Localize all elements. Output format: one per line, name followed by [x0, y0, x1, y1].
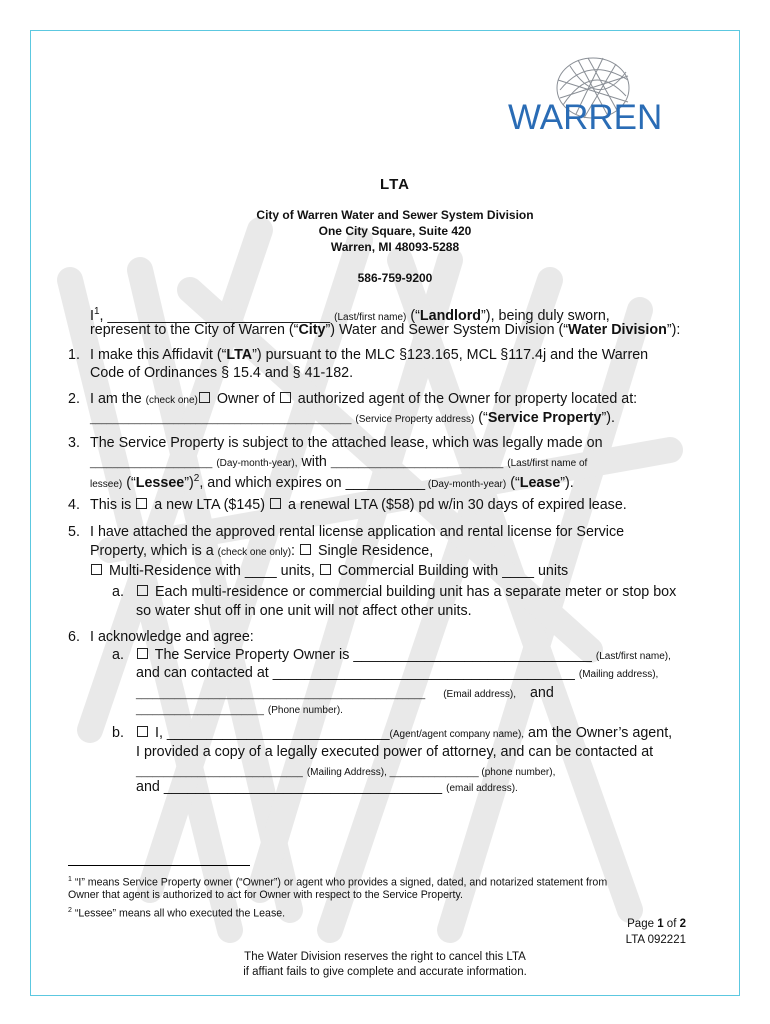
renewal-lta-checkbox[interactable] — [270, 498, 281, 509]
text: : — [291, 543, 299, 559]
lease-term: Lease — [519, 474, 561, 491]
logo-wordmark: WARREN — [508, 98, 663, 137]
item-6-line1: I acknowledge and agree: — [90, 629, 254, 645]
sup: 2 — [68, 907, 72, 914]
text: This is — [90, 497, 136, 513]
org-address-line1: One City Square, Suite 420 — [318, 224, 472, 238]
hint-mailing-address: (Mailing address), — [578, 669, 659, 680]
city-term: City — [298, 322, 326, 338]
text: ”). — [601, 410, 615, 426]
item-6a-line1 — [136, 646, 671, 666]
text: ”) pursuant to the MLC §123.165, MCL §117.4j and the Warren — [252, 347, 649, 363]
text: (“ — [474, 410, 488, 426]
owner-checkbox[interactable] — [199, 392, 210, 403]
text: 1 — [657, 918, 664, 930]
hint-check-one: (check one) — [145, 395, 198, 406]
text: The Service Property Owner is ______________________________ — [151, 647, 592, 663]
text: and ___________________________________ — [136, 779, 443, 795]
footnote-ref-1: 1 — [93, 306, 100, 317]
item-6b-line4 — [136, 778, 518, 798]
item-6a-line4 — [136, 700, 343, 720]
item-3-number: 3. — [68, 435, 80, 451]
org-name: City of Warren Water and Sewer System Division — [256, 208, 534, 222]
landlord-name-blank[interactable]: , ____________________________ — [99, 307, 331, 324]
text: and can contacted at ______________________________________ — [136, 665, 575, 681]
hint-service-address: (Service Property address) — [355, 414, 475, 425]
cancel-notice-line1: The Water Division reserves the right to cancel this LTA — [244, 951, 526, 963]
service-address-blank[interactable]: _______________________________________________ — [90, 414, 352, 425]
text: ”), being duly sworn, — [481, 307, 610, 324]
item-1-number: 1. — [68, 347, 80, 363]
text: and — [529, 685, 554, 701]
water-division-term: Water Division — [568, 322, 667, 338]
hint-check-one-only: (check one only) — [217, 547, 292, 558]
hint-phone: (Phone number). — [267, 705, 343, 716]
landlord-term: Landlord — [419, 307, 482, 324]
hint-email: (Email address), — [443, 689, 516, 700]
single-residence-checkbox[interactable] — [300, 544, 311, 555]
item-6b-line2: I provided a copy of a legally executed power of attorney, and can be contacted at — [136, 744, 654, 760]
item-2-number: 2. — [68, 391, 80, 407]
text: “Lessee” means all who executed the Lease. — [71, 907, 286, 920]
item-2-line1 — [90, 390, 637, 410]
text: I make this Affidavit (“ — [90, 347, 227, 363]
item-6b-label: b. — [112, 725, 124, 741]
item-6a-line2 — [136, 664, 658, 684]
text: I, ____________________________ — [151, 725, 390, 741]
text: Multi-Residence with ____ units, — [105, 563, 319, 579]
text: Commercial Building with ____ units — [333, 563, 569, 579]
item-6-number: 6. — [68, 629, 80, 645]
text: “I” means Service Property owner (“Owner”) or agent who provides a signed, dated, and notarized statement from — [71, 876, 608, 889]
new-lta-checkbox[interactable] — [136, 498, 147, 509]
text: 2 — [679, 918, 686, 930]
item-5a-line2: so water shut off in one unit will not affect other units. — [136, 603, 472, 619]
item-6a-label: a. — [112, 647, 124, 663]
hint-expiry-date: (Day-month-year) — [425, 478, 507, 490]
text: ”): — [666, 322, 681, 338]
item-4-number: 4. — [68, 497, 80, 513]
agent-contact-checkbox[interactable] — [137, 726, 148, 737]
item-1-line2: Code of Ordinances § 15.4 and § 41-182. — [90, 365, 354, 381]
lessee-term: Lessee — [135, 474, 185, 491]
item-3-line3 — [90, 469, 574, 494]
item-5a-label: a. — [112, 584, 124, 600]
org-phone: 586-759-9200 — [357, 271, 433, 285]
lease-date-blank[interactable]: ______________________ — [90, 458, 213, 469]
footnote-2 — [68, 904, 285, 921]
text: , and which expires on — [199, 474, 346, 491]
item-4-line1 — [90, 496, 627, 515]
separate-meter-checkbox[interactable] — [137, 585, 148, 596]
item-5-line1: I have attached the approved rental license application and rental license for Service — [90, 524, 625, 540]
item-5-line2 — [90, 542, 433, 562]
hint-lessee: lessee) — [90, 478, 123, 490]
text: represent to the City of Warren (“ — [90, 322, 299, 338]
footnote-ref-2: 2 — [193, 473, 200, 484]
text: ”). — [560, 474, 574, 491]
org-address-line2: Warren, MI 48093-5288 — [330, 240, 460, 254]
item-3-line1: The Service Property is subject to the attached lease, which was legally made on — [90, 435, 603, 451]
text: am the Owner’s agent, — [524, 725, 673, 741]
agent-checkbox[interactable] — [280, 392, 291, 403]
item-2-line2 — [90, 409, 615, 429]
intro-line2 — [90, 321, 680, 340]
page-number — [627, 918, 686, 930]
form-code: LTA 092221 — [625, 934, 686, 946]
text: Owner of — [212, 391, 279, 407]
owner-phone-blank[interactable]: _______________________ — [136, 705, 264, 716]
text: Each multi-residence or commercial building unit has a separate meter or stop box — [151, 584, 677, 600]
text: ”) Water and Sewer System Division (“ — [325, 322, 569, 338]
document-title: LTA — [380, 176, 410, 193]
cancel-notice-line2: if affiant fails to give complete and accurate information. — [243, 966, 527, 978]
footnote-divider — [68, 865, 250, 866]
agent-address-blank[interactable]: ______________________________ — [136, 767, 303, 778]
owner-email-blank[interactable]: ____________________________________________________ — [136, 689, 426, 700]
item-6b-line1 — [136, 724, 672, 744]
hint-agent-name: (Agent/agent company name), — [389, 729, 525, 740]
text: (“ — [410, 307, 420, 324]
hint-last-first-name: (Last/first name) — [334, 311, 407, 323]
item-5a-line1 — [136, 583, 676, 602]
text: with — [297, 454, 331, 470]
text: authorized agent of the Owner for property located at: — [293, 391, 638, 407]
footnote-1-line2: Owner that agent is authorized to act for Owner with respect to the Service Property. — [68, 889, 463, 901]
service-property-term: Service Property — [487, 410, 602, 426]
commercial-building-checkbox[interactable] — [320, 564, 331, 575]
text: a renewal LTA ($58) pd w/in 30 days of expired lease. — [283, 497, 627, 513]
text: a new LTA ($145) — [150, 497, 269, 513]
text: Property, which is a — [90, 543, 218, 559]
owner-contact-checkbox[interactable] — [137, 648, 148, 659]
hint-day-month-year: (Day-month-year), — [216, 458, 298, 469]
hint-agent-email: (email address). — [446, 783, 518, 794]
text: Page — [627, 918, 658, 930]
hint-agent-address-phone: (Mailing Address), ________________ (phone number), — [306, 767, 556, 778]
item-5-number: 5. — [68, 524, 80, 540]
hint-owner-name: (Last/first name), — [595, 651, 671, 662]
intro-i: I — [90, 307, 94, 324]
lessee-name-blank[interactable]: _______________________________ — [330, 458, 504, 469]
footnote-1-line1 — [68, 873, 607, 890]
text: of — [663, 918, 680, 930]
text: (“ — [506, 474, 520, 491]
text: ”) — [184, 474, 194, 491]
sup: 1 — [68, 876, 72, 883]
text: I am the — [90, 391, 146, 407]
lease-expiry-blank[interactable]: __________ — [345, 474, 426, 491]
item-5-line3 — [90, 562, 568, 581]
hint-lessee-name: (Last/first name of — [507, 458, 588, 469]
item-1-line1 — [90, 346, 648, 365]
text: (“ — [122, 474, 136, 491]
multi-residence-checkbox[interactable] — [91, 564, 102, 575]
text: Single Residence, — [314, 543, 434, 559]
lta-term: LTA — [226, 347, 253, 363]
